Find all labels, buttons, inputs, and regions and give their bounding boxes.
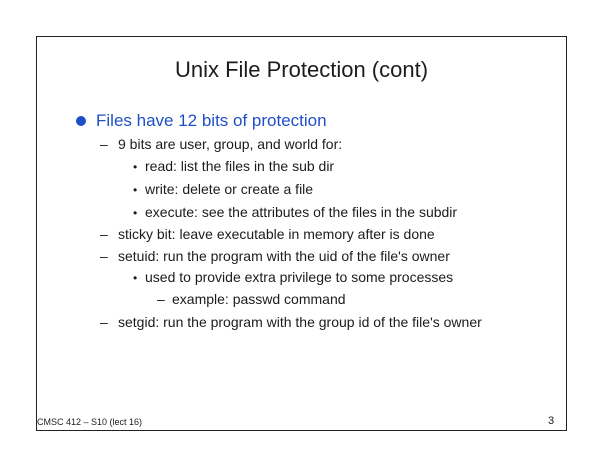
slide-title: Unix File Protection (cont)	[174, 57, 429, 82]
bullet-level4: example: passwd command	[172, 291, 346, 307]
dash-icon: –	[157, 291, 165, 307]
dash-icon: –	[100, 136, 108, 152]
bullet-level3: read: list the files in the sub dir	[145, 158, 335, 174]
bullet-level1: Files have 12 bits of protection	[96, 111, 327, 130]
bullet-level3: write: delete or create a file	[145, 181, 314, 197]
dash-icon: –	[100, 226, 108, 242]
bullet-level2: setgid: run the program with the group id of the file's owner	[118, 314, 482, 330]
bullet-level2: sticky bit: leave executable in memory after is done	[118, 226, 435, 242]
dash-icon: –	[100, 248, 108, 264]
dot-icon: •	[133, 183, 138, 197]
dot-icon: •	[133, 160, 138, 174]
page-number: 3	[548, 415, 555, 427]
slide-footer: CMSC 412 – S10 (lect 16)	[37, 417, 143, 427]
dot-icon: •	[133, 271, 138, 285]
bullet-level2: setuid: run the program with the uid of the file's owner	[118, 248, 450, 264]
bullet-level2: 9 bits are user, group, and world for:	[118, 136, 343, 152]
bullet-dot-icon	[76, 116, 86, 126]
bullet-level3: execute: see the attributes of the files in the subdir	[145, 204, 458, 220]
dot-icon: •	[133, 206, 138, 220]
bullet-level3: used to provide extra privilege to some processes	[145, 269, 454, 285]
dash-icon: –	[100, 314, 108, 330]
